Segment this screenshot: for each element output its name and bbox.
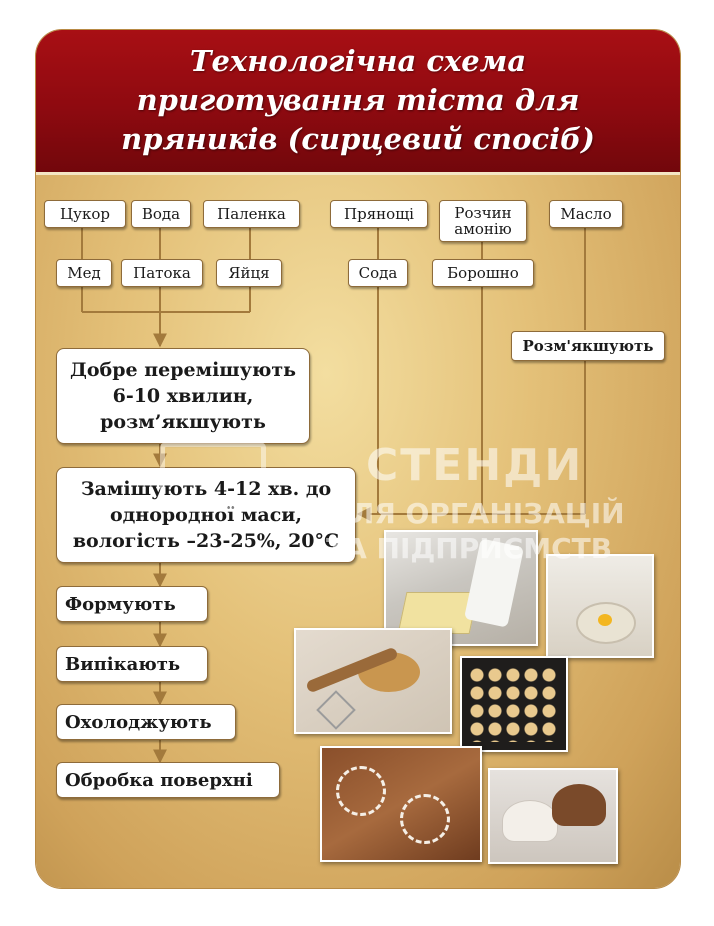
watermark-line-3: ТА ПІДПРИЄМСТВ [326, 532, 613, 565]
cookie-rows [468, 666, 560, 742]
ingredient-molasses: Патока [121, 259, 203, 287]
title-line-1: Технологічна схема [189, 44, 527, 78]
ingredient-water: Вода [131, 200, 191, 228]
glazed-piece-2 [552, 784, 606, 826]
ingredient-ammonium: Розчин амонію [439, 200, 527, 242]
cookie-cutter [316, 690, 356, 730]
icing-decoration-2 [400, 794, 450, 844]
side-step-softening: Розм'якшують [511, 331, 665, 361]
glazed-piece-1 [502, 800, 558, 842]
ingredient-sugar: Цукор [44, 200, 126, 228]
glazed-gingerbread-photo [488, 768, 618, 864]
flour-bag [464, 538, 524, 627]
ingredient-flour: Борошно [432, 259, 534, 287]
ingredient-spices: Прянощі [330, 200, 428, 228]
title-line-2: приготування тіста для [136, 83, 580, 117]
baking-tray-photo [460, 656, 568, 752]
title-line-3: пряників (сирцевий спосіб) [121, 122, 595, 156]
step-cool: Охолоджують [56, 704, 236, 740]
egg-yolk [598, 614, 612, 626]
poster [36, 30, 680, 888]
ingredient-honey: Мед [56, 259, 112, 287]
eggs-mixing-photo [546, 554, 654, 658]
ingredient-eggs: Яйця [216, 259, 282, 287]
step-mix: Добре перемішують 6-10 хвилин, розм’якшують [56, 348, 310, 444]
ingredient-butter: Масло [549, 200, 623, 228]
step-form: Формують [56, 586, 208, 622]
ingredient-burnt-sugar: Паленка [203, 200, 300, 228]
decorated-gingerbread-photo [320, 746, 482, 862]
watermark-line-2: ДЛЯ ОРГАНІЗАЦІЙ [326, 497, 625, 530]
step-knead: Замішують 4-12 хв. до однородної маси, вологість –23-25%, 20°С [56, 467, 356, 563]
rolling-dough-photo [294, 628, 452, 734]
watermark-line-1: СТЕНДИ [366, 440, 584, 491]
step-bake: Випікають [56, 646, 208, 682]
icing-decoration-1 [336, 766, 386, 816]
ingredient-soda: Сода [348, 259, 408, 287]
step-finish: Обробка поверхні [56, 762, 280, 798]
